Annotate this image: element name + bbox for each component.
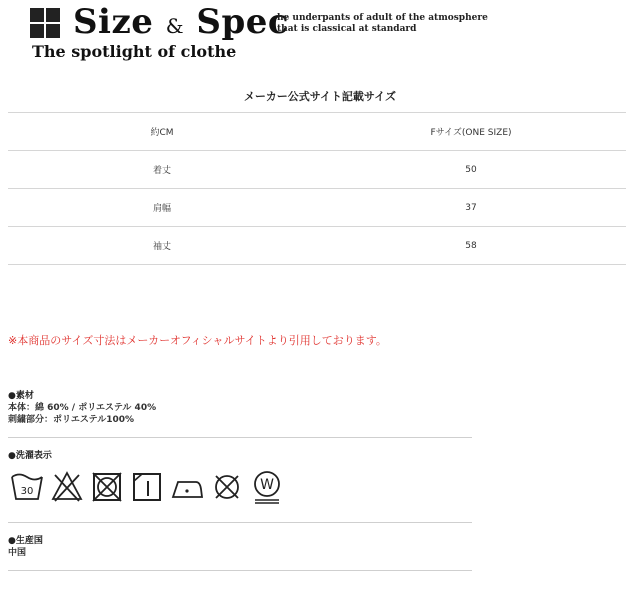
wet-clean-icon [250, 469, 284, 505]
origin-value: 中国 [8, 548, 27, 558]
divider [8, 437, 472, 438]
material-line: 本体：綿 60% / ポリエステル 40% [8, 403, 157, 413]
no-bleach-icon [50, 469, 84, 503]
table-cell: 袖丈 [8, 227, 316, 265]
table-row [8, 189, 626, 227]
divider [8, 570, 472, 571]
material-section [8, 390, 156, 426]
care-section [8, 450, 52, 462]
table-cell: 肩幅 [8, 189, 316, 227]
table-header-row [8, 113, 626, 151]
origin-label: ●生産国 [8, 536, 43, 546]
divider [8, 522, 472, 523]
table-row [8, 227, 626, 265]
tagline-line-2: that is classical at standard [277, 24, 417, 34]
table-cell: 58 [316, 227, 626, 265]
size-notice: ※本商品のサイズ寸法はメーカーオフィシャルサイトより引用しております。 [8, 334, 387, 347]
title-size: Size [73, 2, 154, 42]
material-label: ●素材 [8, 391, 34, 401]
wash-temp-label: 30 [20, 486, 34, 497]
table-cell: 着丈 [8, 151, 316, 189]
tagline [277, 13, 488, 35]
title-amp: & [165, 14, 185, 38]
wash-30-icon [10, 469, 44, 503]
logo-squares-icon [30, 8, 60, 38]
title-spec: Spec [196, 2, 290, 42]
care-label: ●洗濯表示 [8, 451, 52, 461]
no-dry-clean-icon [210, 469, 244, 503]
material-line: 刺繍部分：ポリエステル100% [8, 415, 134, 425]
size-table-caption: メーカー公式サイト記載サイズ [243, 90, 397, 103]
table-cell: 50 [316, 151, 626, 189]
header [0, 0, 640, 70]
size-table [8, 112, 626, 265]
care-symbols [10, 469, 310, 505]
no-tumble-dry-icon [90, 469, 124, 503]
page-title [73, 2, 289, 42]
table-header-cell: Fサイズ(ONE SIZE) [316, 113, 626, 151]
tagline-line-1: he underpants of adult of the atmosphere [277, 13, 488, 23]
table-cell: 37 [316, 189, 626, 227]
subtitle: The spotlight of clothe [32, 42, 237, 61]
iron-low-icon [170, 469, 204, 503]
origin-section [8, 535, 43, 559]
line-dry-shade-icon [130, 469, 164, 503]
wet-clean-letter: W [260, 477, 274, 493]
table-header-cell: 約CM [8, 113, 316, 151]
table-row [8, 151, 626, 189]
